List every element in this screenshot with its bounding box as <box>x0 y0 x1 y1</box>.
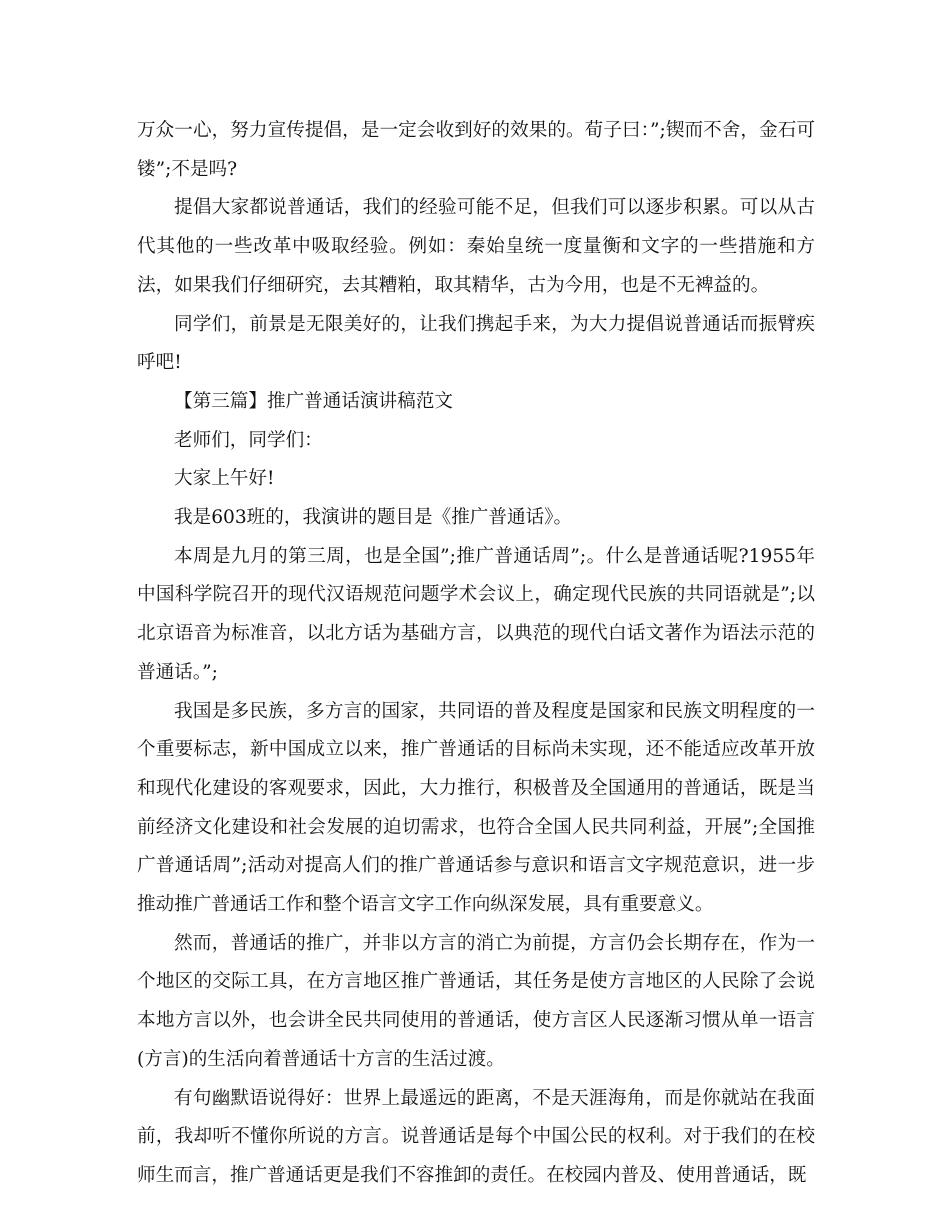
paragraph-dialects: 然而，普通话的推广，并非以方言的消亡为前提，方言仍会长期存在，作为一个地区的交际工具，在方言地区推广普通话，其任务是使方言地区的人民除了会说本地方言以外，也会讲全民共同使用的普通话，使方言区人民逐渐习惯从单一语言(方言)的生活向着普通话十方言的生活过渡。 <box>137 932 815 1070</box>
paragraph-continuation: 万众一心，努力宣传提倡，是一定会收到好的效果的。荀子曰：”;锲而不舍，金石可镂”;不是吗? <box>137 120 815 180</box>
paragraph-closing-call: 同学们，前景是无限美好的，让我们携起手来，为大力提倡说普通话而振臂疾呼吧! <box>137 313 815 374</box>
section-heading: 【第三篇】推广普通话演讲稿范文 <box>174 390 453 412</box>
paragraph-definition: 本周是九月的第三周，也是全国”;推广普通话周”;。什么是普通话呢?1955年中国科学院召开的现代汉语规范问题学术会议上，确定现代民族的共同语就是”;以北京语音为标准音，以北方话为基础方言，以典范的现代白话文著作为语法示范的普通话。”; <box>137 545 815 683</box>
document-body <box>137 112 815 1196</box>
salutation: 老师们，同学们： <box>174 429 323 451</box>
paragraph-experience: 提倡大家都说普通话，我们的经验可能不足，但我们可以逐步积累。可以从古代其他的一些改革中吸取经验。例如：秦始皇统一度量衡和文字的一些措施和方法，如果我们仔细研究，去其糟粕，取其精华，古为今用，也是不无裨益的。 <box>137 197 815 296</box>
paragraph-significance: 我国是多民族，多方言的国家，共同语的普及程度是国家和民族文明程度的一个重要标志，新中国成立以来，推广普通话的目标尚未实现，还不能适应改革开放和现代化建设的客观要求，因此，大力推行，积极普及全国通用的普通话，既是当前经济文化建设和社会发展的迫切需求，也符合全国人民共同利益，开展”;全国推广普通话周”;活动对提高人们的推广普通话参与意识和语言文字规范意识，进一步推动推广普通话工作和整个语言文字工作向纵深发展，具有重要意义。 <box>137 700 815 916</box>
greeting: 大家上午好! <box>174 468 275 490</box>
speaker-intro: 我是603班的，我演讲的题目是《推广普通话》。 <box>174 507 573 529</box>
paragraph-humor: 有句幽默语说得好：世界上最遥远的距离，不是天涯海角，而是你就站在我面前，我却听不懂你所说的方言。说普通话是每个中国公民的权利。对于我们的在校师生而言，推广普通话更是我们不容推卸的责任。在校园内普及、使用普通话，既 <box>137 1087 815 1186</box>
